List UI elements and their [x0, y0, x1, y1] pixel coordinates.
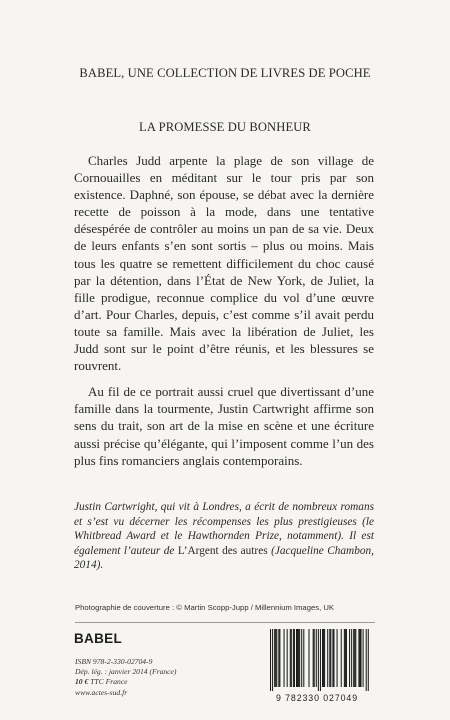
barcode-bar	[278, 629, 279, 687]
barcode-bar	[344, 629, 345, 687]
barcode-bar	[270, 629, 271, 691]
barcode-bar	[345, 629, 346, 687]
author-bio-text: Justin Cartwright, qui vit à Londres, a écrit de nombreux romans et s’est vu décerner les récompenses les plus prestigieuses (le Whitbread Award et le Hawthornden Prize, notamment). Il est également l’auteur de	[74, 501, 374, 557]
photo-credit: Photographie de couverture : © Martin Scopp-Jupp / Millennium Images, UK	[75, 603, 335, 612]
author-other-book: L’Argent des autres	[177, 544, 268, 557]
barcode-bar	[290, 629, 291, 687]
divider	[75, 622, 375, 623]
barcode-bar	[368, 629, 369, 691]
barcode-bar	[360, 629, 361, 687]
barcode-bar	[346, 629, 347, 687]
barcode-bar	[318, 629, 319, 691]
barcode-bar	[323, 629, 324, 687]
barcode-bar	[291, 629, 292, 687]
barcode-bar	[296, 629, 297, 687]
publication-info	[75, 657, 176, 698]
synopsis	[74, 152, 374, 469]
barcode-bar	[324, 629, 325, 687]
price-suffix: TTC France	[88, 677, 128, 687]
barcode-bar	[353, 629, 354, 687]
barcode-bar	[337, 629, 338, 687]
barcode-bar	[327, 629, 328, 687]
website-link[interactable]: www.actes-sud.fr	[75, 687, 128, 697]
barcode-bar	[297, 629, 298, 687]
barcode-bar	[358, 629, 359, 687]
barcode-bar	[284, 629, 285, 687]
price-value: 10 €	[75, 677, 89, 687]
barcode-bar	[298, 629, 299, 687]
barcode-bar	[272, 629, 273, 691]
barcode-bar	[333, 629, 334, 687]
barcode-bar	[274, 629, 275, 687]
barcode	[258, 629, 376, 699]
barcode-bar	[316, 629, 317, 687]
barcode-bar	[313, 629, 314, 687]
barcode-bar	[322, 629, 323, 687]
author-bio-tail: (Jacqueline Chambon, 2014).	[74, 544, 374, 572]
synopsis-paragraph-1: Charles Judd arpente la plage de son village de Cornouailles en méditant sur le tour pris par son existence. Daphné, son épouse, se débat avec la dernière recette de poisson à la mode, dans une tentative désespérée de contrôler au moins un pan de sa vie. Deux de leurs enfants s’en sont sortis – plus ou moins. Mais tous les quatre se remettent difficilement du choc causé par la détention, dans l’État de New York, de Juliet, la fille prodigue, reconnue complice du vol d’une œuvre d’art. Pour Charles, depuis, c’est comme s’il avait perdu toute sa famille. Mais avec la libération de Juliet, les Judd sont sur le point d’être réunis, et les blessures se rouvrent.	[74, 153, 374, 374]
publisher-logo: BABEL	[74, 631, 122, 646]
barcode-bar	[359, 629, 360, 687]
barcode-bar	[351, 629, 352, 687]
barcode-bar	[301, 629, 302, 687]
barcode-bars	[258, 629, 376, 693]
barcode-bar	[332, 629, 333, 687]
price	[75, 677, 176, 687]
barcode-bar	[354, 629, 355, 687]
barcode-bar	[320, 629, 321, 691]
barcode-bar	[363, 629, 364, 687]
barcode-bar	[276, 629, 277, 687]
legal-deposit: Dép. lég. : janvier 2014 (France)	[75, 667, 177, 677]
barcode-bar	[355, 629, 356, 687]
barcode-bar	[329, 629, 330, 687]
barcode-bar	[293, 629, 294, 687]
book-title: LA PROMESSE DU BONHEUR	[139, 120, 311, 134]
author-bio	[74, 500, 374, 573]
barcode-bar	[308, 629, 309, 687]
barcode-digits: 9 782330 027049	[276, 693, 358, 703]
barcode-bar	[314, 629, 315, 687]
barcode-bar	[330, 629, 331, 687]
barcode-bar	[341, 629, 342, 687]
isbn: ISBN 978-2-330-02704-9	[75, 657, 153, 666]
barcode-bar	[294, 629, 295, 687]
barcode-bar	[279, 629, 280, 687]
barcode-bar	[366, 629, 367, 691]
series-heading: BABEL, UNE COLLECTION DE LIVRES DE POCHE	[79, 66, 371, 80]
barcode-bar	[275, 629, 276, 687]
barcode-bar	[287, 629, 288, 687]
barcode-bar	[299, 629, 300, 687]
barcode-bar	[303, 629, 304, 687]
barcode-bar	[349, 629, 350, 687]
synopsis-paragraph-2: Au fil de ce portrait aussi cruel que divertissant d’une famille dans la tourmente, Justin Cartwright affirme son sens du trait, son art de la mise en scène et une écriture aussi précise qu’élégante, qui l’imposent comme l’un des plus fins romanciers anglais contemporains.	[74, 384, 374, 468]
